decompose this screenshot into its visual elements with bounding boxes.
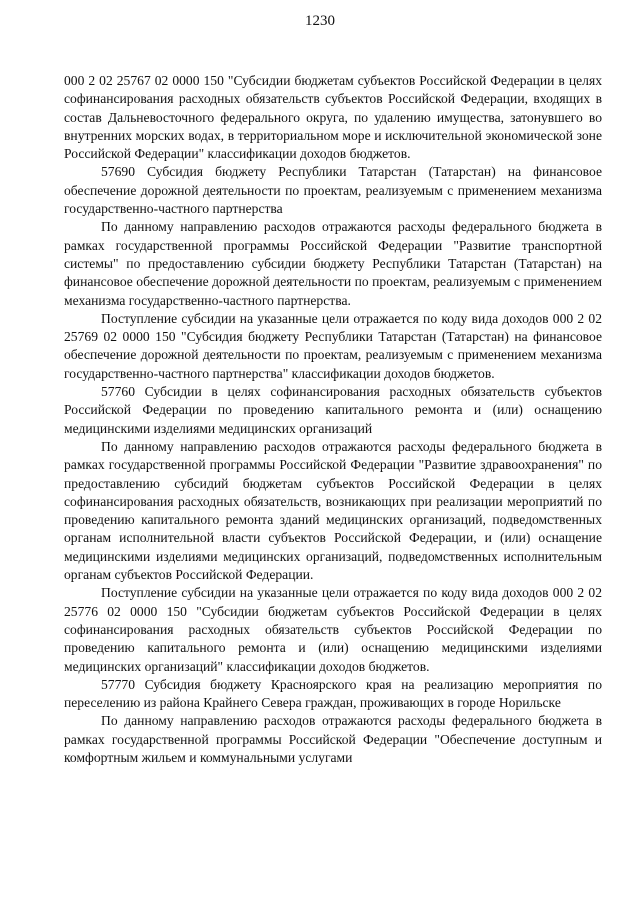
paragraph-expenses-57690: По данному направлению расходов отражаются расходы федерального бюджета в рамках государственной программы Российской Федерации "Развитие транспортной системы" по предоставлению субсидии бюджету Республики Татарстан (Татарстан) на финансовое обеспечение дорожной деятельности по проектам, реализуемым с применением механизма государственно-частного партнерства. — [64, 219, 602, 308]
paragraph-heading-57770: 57770 Субсидия бюджету Красноярского края на реализацию мероприятия по переселению из района Крайнего Севера граждан, проживающих в городе Норильске — [64, 676, 602, 711]
paragraph-income-code-25767: 000 2 02 25767 02 0000 150 "Субсидии бюджетам субъектов Российской Федерации в целях софинансирования расходных обязательств субъектов Российской Федерации, входящих в состав Дальневосточного федерального округа, по удалению имущества, затонувшего во внутренних морских водах, в территориальном море и исключительной экономической зоне Российской Федерации" классификации доходов бюджетов. — [64, 73, 602, 162]
paragraph-heading-57760: 57760 Субсидии в целях софинансирования расходных обязательств субъектов Российской Федерации по проведению капитального ремонта и (или) оснащению медицинскими изделиями медицинских организаций — [64, 384, 602, 436]
paragraph-income-code-25769: Поступление субсидии на указанные цели отражается по коду вида доходов 000 2 02 25769 02 0000 150 "Субсидия бюджету Республики Татарстан (Татарстан) на финансовое обеспечение дорожной деятельности по проектам, реализуемым с применением механизма государственно-частного партнерства" классификации доходов бюджетов. — [64, 310, 602, 381]
page-number: 1230 — [305, 13, 335, 29]
document-body — [64, 72, 602, 767]
paragraph-heading-57690: 57690 Субсидия бюджету Республики Татарстан (Татарстан) на финансовое обеспечение дорожной деятельности по проектам, реализуемым с применением механизма государственно-частного партнерства — [64, 164, 602, 217]
paragraph-expenses-57760: По данному направлению расходов отражаются расходы федерального бюджета в рамках государственной программы Российской Федерации "Развитие здравоохранения" по предоставлению субсидий бюджетам субъектов Российской Федерации в целях софинансирования расходных обязательств, возникающих при реализации мероприятий по проведению капитального ремонта зданий медицинских организаций, подведомственных органам исполнительной власти субъектов Российской Федерации, и (или) оснащение медицинскими изделиями медицинских организаций, подведомственных исполнительным органам субъектов Российской Федерации. — [64, 438, 602, 583]
paragraph-expenses-57770: По данному направлению расходов отражаются расходы федерального бюджета в рамках государственной программы Российской Федерации "Обеспечение доступным и комфортным жильем и коммунальными услугами — [64, 713, 602, 765]
paragraph-income-code-25776: Поступление субсидии на указанные цели отражается по коду вида доходов 000 2 02 25776 02 0000 150 "Субсидии бюджетам субъектов Российской Федерации в целях софинансирования расходных обязательств субъектов Российской Федерации по проведению капитального ремонта и (или) оснащению медицинскими изделиями медицинских организаций" классификации доходов бюджетов. — [64, 585, 602, 674]
